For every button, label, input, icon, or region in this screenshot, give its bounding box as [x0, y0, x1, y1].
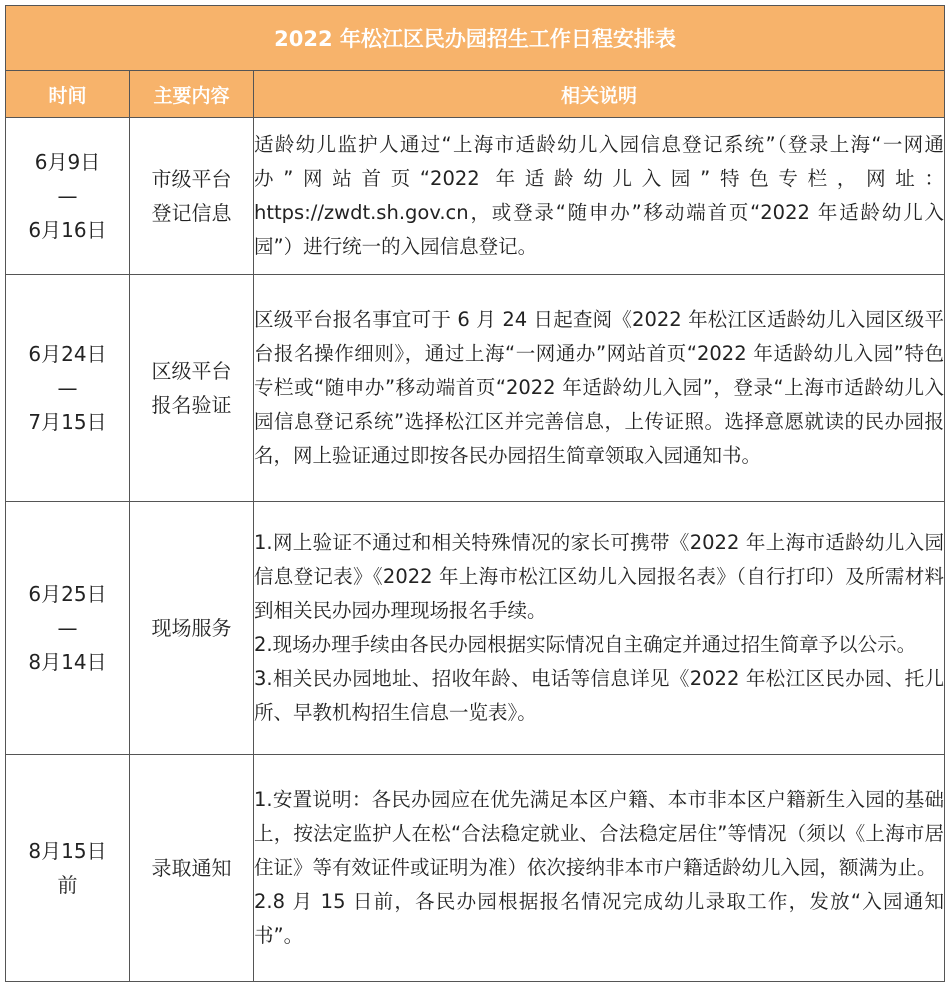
time-qualifier: 前	[57, 873, 78, 897]
time-cell	[6, 755, 130, 982]
time-start: 6月9日	[34, 150, 101, 174]
note-paragraph: 2.8 月 15 日前，各民办园根据报名情况完成幼儿录取工作，发放“入园通知书”。	[254, 890, 945, 947]
time-cell	[6, 275, 130, 502]
content-cell	[130, 755, 254, 982]
note-paragraph: 适龄幼儿监护人通过“上海市适龄幼儿入园信息登记系统”（登录上海“一网通办”网站首页“2022 年适龄幼儿入园”特色专栏，网址：https://zwdt.sh.gov.cn，或登录“随申办”移动端首页“2022 年适龄幼儿入园”）进行统一的入园信息登记。	[254, 133, 945, 258]
content-line: 报名验证	[151, 393, 232, 417]
notes-cell	[254, 275, 945, 502]
table-row	[6, 275, 945, 502]
time-end: 6月16日	[28, 218, 107, 242]
header-notes: 相关说明	[254, 71, 945, 118]
content-line: 现场服务	[151, 616, 232, 640]
content-line: 区级平台	[151, 359, 232, 383]
note-paragraph: 3.相关民办园地址、招收年龄、电话等信息详见《2022 年松江区民办园、托儿所、早教机构招生信息一览表》。	[254, 667, 945, 724]
notes-cell	[254, 118, 945, 275]
title-row	[6, 6, 945, 71]
time-end: 7月15日	[28, 410, 107, 434]
time-dash: —	[57, 184, 78, 208]
header-content: 主要内容	[130, 71, 254, 118]
time-dash: —	[57, 616, 78, 640]
time-cell	[6, 502, 130, 755]
content-cell	[130, 118, 254, 275]
time-start: 6月24日	[28, 342, 107, 366]
header-time: 时间	[6, 71, 130, 118]
header-row	[6, 71, 945, 118]
content-line: 市级平台	[151, 167, 232, 191]
content-line: 录取通知	[151, 856, 232, 880]
table-row	[6, 118, 945, 275]
notes-cell	[254, 755, 945, 982]
table-row	[6, 755, 945, 982]
time-dash: —	[57, 376, 78, 400]
time-start: 6月25日	[28, 582, 107, 606]
time-cell	[6, 118, 130, 275]
note-paragraph: 1.网上验证不通过和相关特殊情况的家长可携带《2022 年上海市适龄幼儿入园信息登记表》《2022 年上海市松江区幼儿入园报名表》（自行打印）及所需材料到相关民办园办理现场报名手续。	[254, 531, 945, 622]
content-cell	[130, 275, 254, 502]
notes-cell	[254, 502, 945, 755]
table-row	[6, 502, 945, 755]
note-paragraph: 1.安置说明：各民办园应在优先满足本区户籍、本市非本区户籍新生入园的基础上，按法定监护人在松“合法稳定就业、合法稳定居住”等情况（须以《上海市居住证》等有效证件或证明为准）依次接纳非本市户籍适龄幼儿入园，额满为止。	[254, 788, 945, 879]
content-line: 登记信息	[151, 201, 232, 225]
time-end: 8月14日	[28, 650, 107, 674]
content-cell	[130, 502, 254, 755]
time-start: 8月15日	[28, 839, 107, 863]
schedule-table	[5, 5, 945, 982]
note-paragraph: 区级平台报名事宜可于 6 月 24 日起查阅《2022 年松江区适龄幼儿入园区级平台报名操作细则》，通过上海“一网通办”网站首页“2022 年适龄幼儿入园”特色专栏或“随申办”移动端首页“2022 年适龄幼儿入园”，登录“上海市适龄幼儿入园信息登记系统”选择松江区并完善信息，上传证照。选择意愿就读的民办园报名，网上验证通过即按各民办园招生简章领取入园通知书。	[254, 308, 945, 467]
note-paragraph: 2.现场办理手续由各民办园根据实际情况自主确定并通过招生简章予以公示。	[254, 633, 917, 656]
table-title: 2022 年松江区民办园招生工作日程安排表	[6, 6, 945, 71]
